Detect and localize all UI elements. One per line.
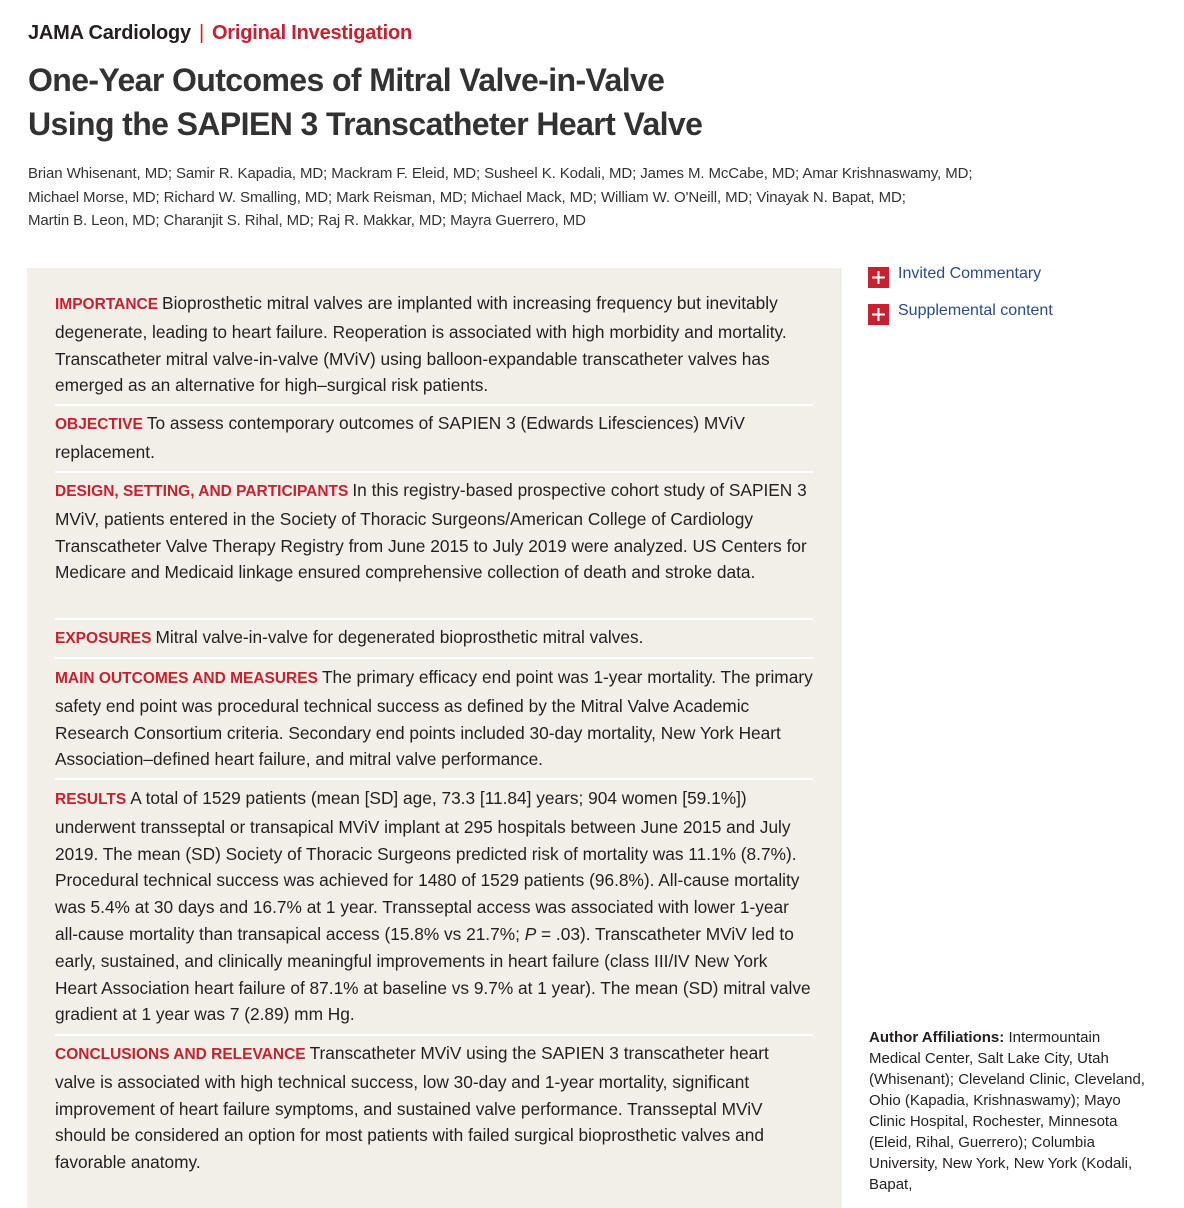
affiliations-text: Intermountain Medical Center, Salt Lake City, Utah (Whisenant); Cleveland Clinic, Cleveland, Ohio (Kapadia, Krishnaswamy); Mayo Clinic Hospital, Rochester, Minnesota (Eleid, Rihal, Guerrero); Columbia University, New York, New York (Kodali, Bapat, [869, 1029, 1145, 1193]
section-text: To assess contemporary outcomes of SAPIEN 3 (Edwards Lifesciences) MViV replacement. [55, 413, 745, 462]
author-list [28, 162, 1128, 233]
section-text: Bioprosthetic mitral valves are implanted with increasing frequency but inevitably degenerate, leading to heart failure. Reoperation is associated with high morbidity and mortality. Transcatheter mitral valve-in-valve (MViV) using balloon-expandable transcatheter valves has emerged as an alternative for high–surgical risk patients. [55, 293, 787, 396]
link-label[interactable]: Supplemental content [898, 302, 1053, 319]
header-separator: | [198, 22, 204, 44]
section-heading: EXPOSURES [55, 630, 152, 647]
section-text: In this registry-based prospective cohort study of SAPIEN 3 MViV, patients entered in the Society of Thoracic Surgeons/American College of Cardiology Transcatheter Valve Therapy Registry from June 2015 to July 2019 were analyzed. US Centers for Medicare and Medicaid linkage ensured comprehensive collection of death and stroke data. [55, 480, 807, 583]
supplemental-content-link[interactable] [868, 301, 1053, 321]
section-divider [55, 404, 813, 406]
journal-header [28, 22, 412, 45]
section-divider [55, 657, 813, 659]
article-title [28, 58, 1128, 146]
affiliations-heading: Author Affiliations: [869, 1029, 1005, 1046]
section-text: = .03). Transcatheter MViV led to early, sustained, and clinically meaningful improvements in heart failure (class III/IV New York Heart Association heart failure of 87.1% at baseline vs 9.7% at 1 year). The mean (SD) mitral valve gradient at 1 year was 7 (2.89) mm Hg. [55, 923, 811, 1025]
abstract-conclusions [55, 1040, 813, 1176]
abstract-importance [55, 290, 813, 399]
abstract-design [55, 477, 813, 586]
section-text: Transcatheter MViV using the SAPIEN 3 transcatheter heart valve is associated with high technical success, low 30-day and 1-year mortality, significant improvement of heart failure symptoms, and sustained valve performance. Transseptal MViV should be considered an option for most patients with failed surgical bioprosthetic valves and favorable anatomy. [55, 1043, 769, 1173]
section-text: The primary efficacy end point was 1-year mortality. The primary safety end point was procedural technical success as defined by the Mitral Valve Academic Research Consortium criteria. Secondary end points included 30-day mortality, New York Heart Association–defined heart failure, and mitral valve performance. [55, 667, 813, 770]
link-label[interactable]: Invited Commentary [898, 265, 1042, 282]
p-value-label: P [524, 923, 537, 944]
abstract-box [27, 268, 842, 1208]
abstract-exposures [55, 624, 813, 653]
invited-commentary-link[interactable] [868, 264, 1053, 284]
section-heading: OBJECTIVE [55, 416, 143, 433]
title-line: One-Year Outcomes of Mitral Valve-in-Valve [28, 62, 665, 98]
section-heading: MAIN OUTCOMES AND MEASURES [55, 670, 318, 687]
section-text: A total of 1529 patients (mean [SD] age, 73.3 [11.84] years; 904 women [59.1%]) underwent transseptal or transapical MViV implant at 295 hospitals between June 2015 and July 2019. The mean (SD) Society of Thoracic Surgeons predicted risk of mortality was 11.1% (8.7%). Procedural technical success was achieved for 1480 of 1529 patients (96.8%). All-cause mortality was 5.4% at 30 days and 16.7% at 1 year. Transseptal access was associated with lower 1-year all-cause mortality than transapical access (15.8% vs 21.7%; [55, 788, 800, 944]
section-divider [55, 618, 813, 620]
article-type: Original Investigation [211, 22, 413, 44]
section-divider [55, 778, 813, 780]
author-affiliations [869, 1027, 1149, 1195]
section-divider [55, 1034, 813, 1036]
author-line: Brian Whisenant, MD; Samir R. Kapadia, MD; Mackram F. Eleid, MD; Susheel K. Kodali, MD; James M. McCabe, MD; Amar Krishnaswamy, MD; [28, 165, 973, 182]
journal-name: JAMA Cardiology [28, 22, 191, 44]
section-divider [55, 471, 813, 473]
author-line: Martin B. Leon, MD; Charanjit S. Rihal, MD; Raj R. Makkar, MD; Mayra Guerrero, MD [28, 212, 586, 229]
section-heading: CONCLUSIONS AND RELEVANCE [55, 1046, 306, 1063]
abstract-results [55, 785, 813, 1028]
section-text: Mitral valve-in-valve for degenerated bioprosthetic mitral valves. [155, 627, 644, 647]
section-heading: RESULTS [55, 791, 127, 808]
related-links [868, 264, 1053, 338]
title-line: Using the SAPIEN 3 Transcatheter Heart Valve [28, 106, 703, 142]
abstract-objective [55, 410, 813, 466]
section-heading: IMPORTANCE [55, 296, 159, 313]
plus-icon [868, 304, 889, 325]
plus-icon [868, 267, 889, 288]
section-heading: DESIGN, SETTING, AND PARTICIPANTS [55, 483, 349, 500]
abstract-outcomes [55, 664, 813, 773]
author-line: Michael Morse, MD; Richard W. Smalling, MD; Mark Reisman, MD; Michael Mack, MD; William W. O'Neill, MD; Vinayak N. Bapat, MD; [28, 188, 906, 206]
